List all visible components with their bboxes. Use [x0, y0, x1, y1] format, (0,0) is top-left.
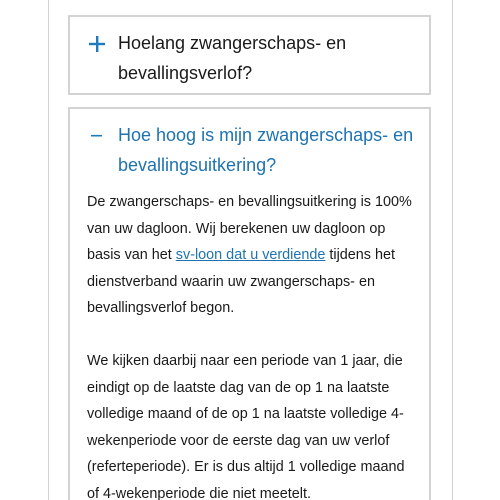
page-border-left	[48, 0, 49, 500]
sv-loon-link[interactable]: sv-loon dat u verdiende	[175, 247, 326, 263]
accordion-item-leave-duration	[68, 15, 431, 95]
accordion-title[interactable]: Hoe hoog is mijn zwangerschaps- en bevallingsuitkering?	[118, 125, 414, 175]
accordion-title[interactable]: Hoelang zwangerschaps- en bevallingsverlof?	[118, 33, 347, 83]
accordion-item-benefit-amount	[68, 107, 431, 500]
body-paragraph	[87, 189, 417, 322]
accordion-body	[87, 189, 417, 500]
body-paragraph: We kijken daarbij naar een periode van 1 jaar, die eindigt op de laatste dag van de op 1 na laatste volledige maand of de op 1 na laatste volledige 4-wekenperiode voor de eerste dag van uw verlof (referteperiode). Er is dus altijd 1 volledige maand of 4-wekenperiode die niet meetelt.	[87, 353, 405, 500]
plus-icon	[87, 34, 107, 54]
page-border-right	[452, 0, 453, 500]
minus-icon	[87, 126, 107, 146]
body-text: De zwangerschaps- en bevallingsuitkering is 100% van uw dagloon. Wij berekenen uw dagloon op basis van het	[87, 194, 412, 263]
body-text: tijdens het dienstverband waarin uw zwangerschaps- en bevallingsverlof begon.	[87, 247, 396, 316]
